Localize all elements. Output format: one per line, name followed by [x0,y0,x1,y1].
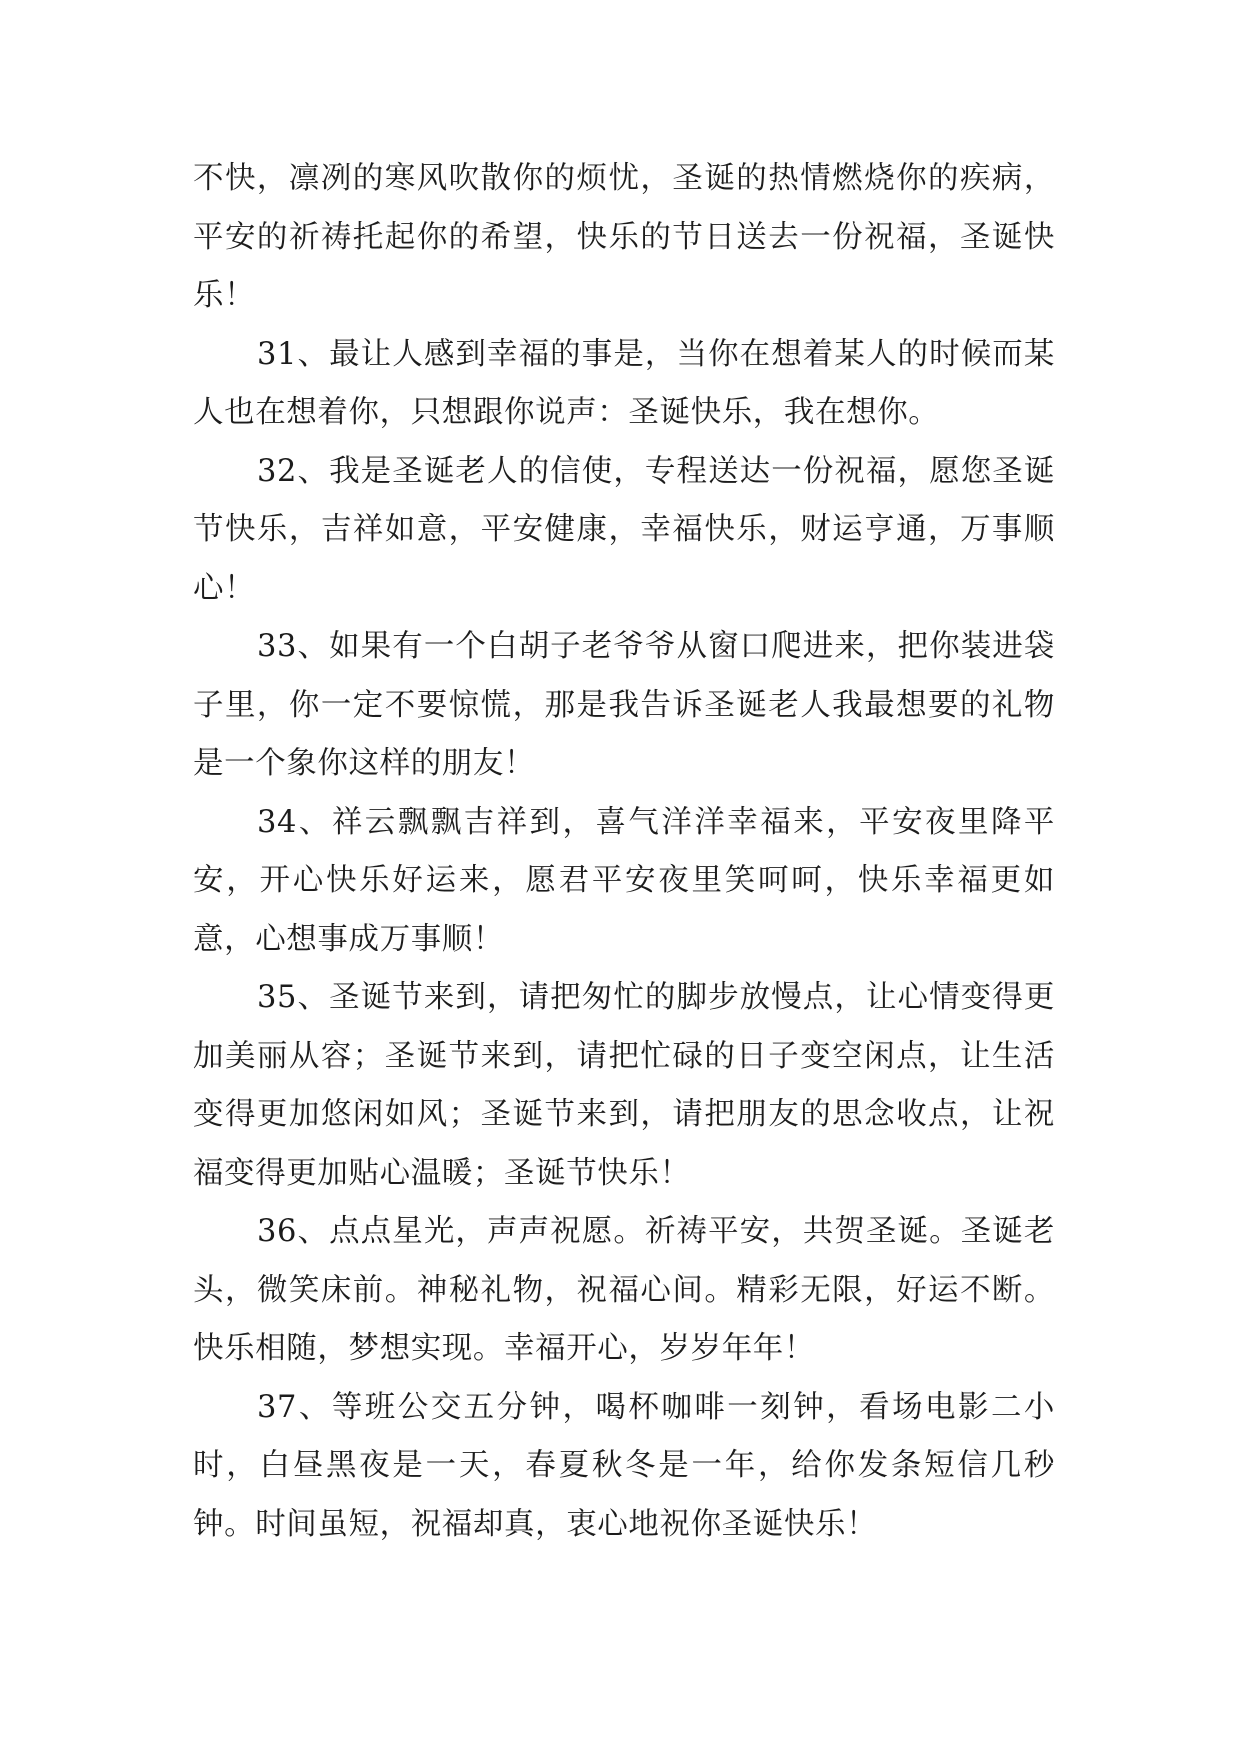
document-body [193,150,1055,1554]
paragraph-33: 33、如果有一个白胡子老爷爷从窗口爬进来，把你装进袋子里，你一定不要惊慌，那是我告诉圣诞老人我最想要的礼物是一个象你这样的朋友！ [193,629,1055,781]
paragraph-35: 35、圣诞节来到，请把匆忙的脚步放慢点，让心情变得更加美丽从容；圣诞节来到，请把忙碌的日子变空闲点，让生活变得更加悠闲如风；圣诞节来到，请把朋友的思念收点，让祝福变得更加贴心温暖；圣诞节快乐！ [193,980,1055,1191]
paragraph-36: 36、点点星光，声声祝愿。祈祷平安，共贺圣诞。圣诞老头，微笑床前。神秘礼物，祝福心间。精彩无限，好运不断。快乐相随，梦想实现。幸福开心，岁岁年年！ [193,1214,1055,1366]
paragraph-31: 31、最让人感到幸福的事是，当你在想着某人的时候而某人也在想着你，只想跟你说声：圣诞快乐，我在想你。 [193,336,1055,430]
paragraph-32: 32、我是圣诞老人的信使，专程送达一份祝福，愿您圣诞节快乐，吉祥如意，平安健康，幸福快乐，财运亨通，万事顺心！ [193,453,1055,606]
paragraph-continued: 不快，凛冽的寒风吹散你的烦忧，圣诞的热情燃烧你的疾病，平安的祈祷托起你的希望，快乐的节日送去一份祝福，圣诞快乐！ [193,161,1055,313]
paragraph-34: 34、祥云飘飘吉祥到，喜气洋洋幸福来，平安夜里降平安，开心快乐好运来，愿君平安夜里笑呵呵，快乐幸福更如意，心想事成万事顺！ [193,804,1055,957]
paragraph-37: 37、等班公交五分钟，喝杯咖啡一刻钟，看场电影二小时，白昼黑夜是一天，春夏秋冬是一年，给你发条短信几秒钟。时间虽短，祝福却真，衷心地祝你圣诞快乐！ [193,1389,1055,1542]
